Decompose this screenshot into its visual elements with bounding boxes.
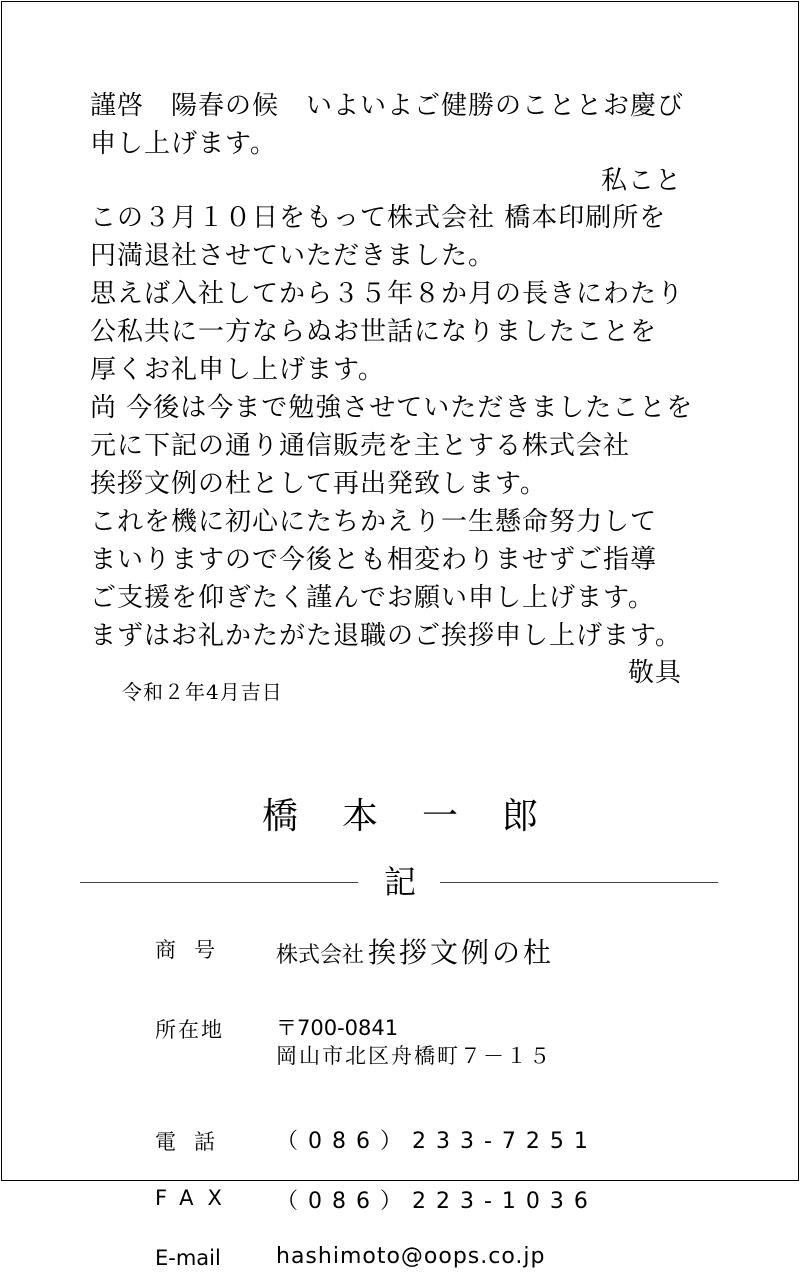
letter-line: まいりますので今後とも相変わりませずご指導 <box>90 545 658 575</box>
letter-line: ご支援を仰ぎたく謹んでお願い申し上げます。 <box>90 583 655 613</box>
letter-line: まずはお礼かたがた退職のご挨拶申し上げます。 <box>90 621 682 651</box>
tel-number: （086）233-7251 <box>276 1129 598 1154</box>
company-name: 挨拶文例の杜 <box>368 936 555 969</box>
tel-label: 電話 <box>155 1130 233 1154</box>
fax-number: （086）223-1036 <box>276 1189 598 1214</box>
letter-line: 思えば入社してから３５年８か月の長きにわたり <box>90 279 685 309</box>
company-prefix: 株式会社 <box>276 943 365 968</box>
signer-name: 橋本一郎 <box>261 796 582 837</box>
letter-line-watakushi: 私こと <box>600 166 682 196</box>
fax-row <box>155 1184 715 1214</box>
business-info <box>155 928 715 1270</box>
divider-right <box>440 882 718 883</box>
email-label: E-mail <box>155 1246 221 1270</box>
letter-line: この３月１０日をもって株式会社 橋本印刷所を <box>90 203 667 233</box>
address-label: 所在地 <box>155 1018 224 1042</box>
street-address: 岡山市北区舟橋町７－１５ <box>276 1044 552 1068</box>
email-address: hashimoto@oops.co.jp <box>276 1244 546 1269</box>
company-row <box>155 928 715 968</box>
letter-line: 尚 今後は今まで勉強させていただきましたことを <box>90 393 694 423</box>
postal-code: 〒700-0841 <box>276 1016 399 1040</box>
tel-row <box>155 1124 715 1154</box>
letter-line: 円満退社させていただきました。 <box>90 241 496 271</box>
letter-line: 申し上げます。 <box>90 129 277 159</box>
letter-line: これを機に初心にたちかえり一生懸命努力して <box>90 507 658 537</box>
fax-label: FAX <box>155 1186 236 1210</box>
letter-line: 挨拶文例の杜として再出発致します。 <box>90 469 547 499</box>
divider-left <box>80 882 358 883</box>
ki-heading: 記 <box>383 863 416 901</box>
letter-line: 公私共に一方ならぬお世話になりましたことを <box>90 317 658 347</box>
letter-date: 令和２年4月吉日 <box>122 680 283 704</box>
email-row <box>155 1244 715 1274</box>
letter-line: 厚くお礼申し上げます。 <box>90 355 385 385</box>
company-value <box>276 931 554 971</box>
letter-line: 元に下記の通り通信販売を主とする株式会社 <box>90 431 631 461</box>
letter-closing-keigu: 敬具 <box>627 658 682 688</box>
letter-line: 謹啓 陽春の候 いよいよご健勝のこととお慶び <box>90 91 685 121</box>
address-value <box>276 1014 552 1070</box>
letter-body <box>90 87 730 691</box>
address-row <box>155 1010 715 1068</box>
company-label: 商号 <box>155 938 233 962</box>
